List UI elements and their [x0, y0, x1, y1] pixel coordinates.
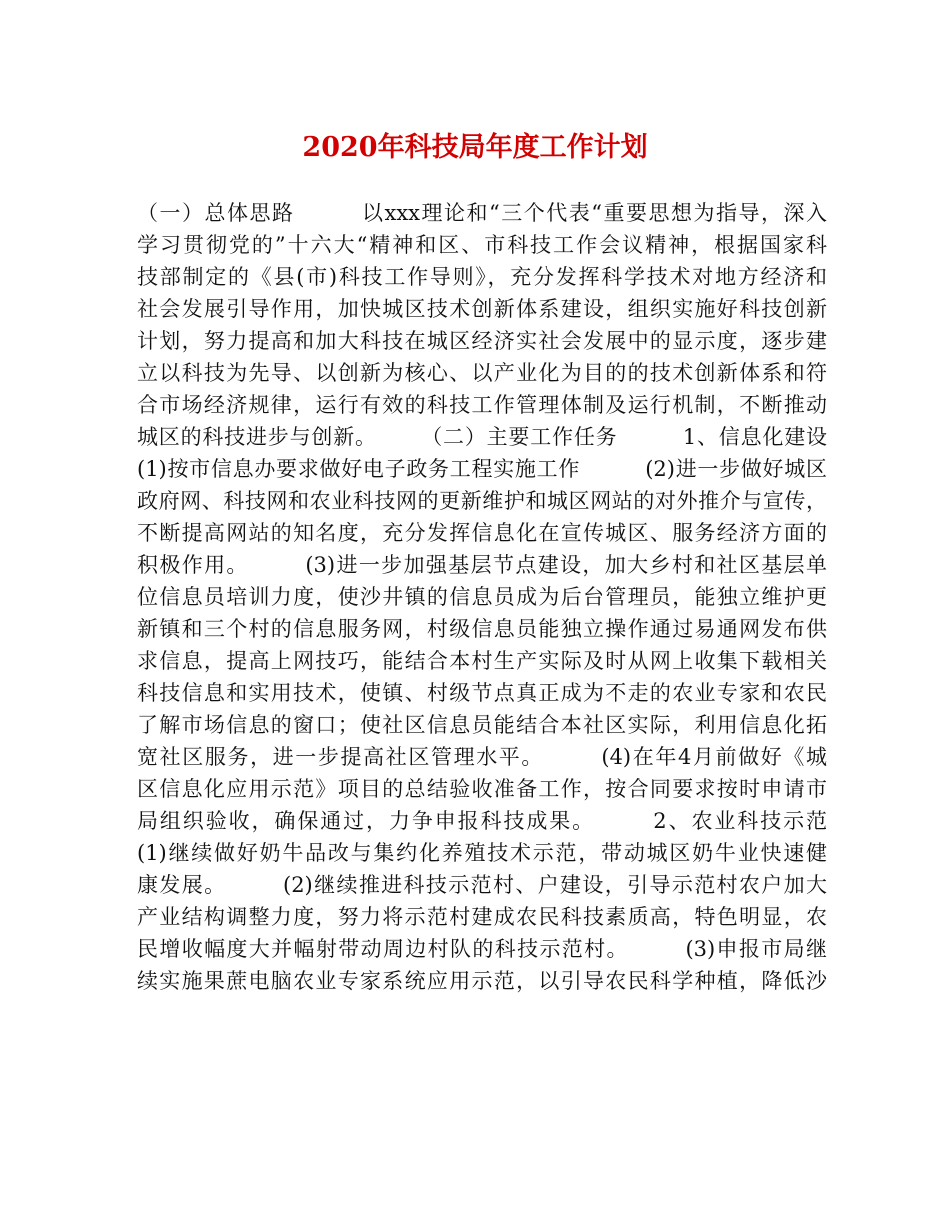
body-line: 城区的科技进步与创新。 （二）主要工作任务 1、信息化建设	[137, 425, 827, 449]
body-line: 位信息员培训力度，使沙井镇的信息员成为后台管理员，能独立维护更	[137, 585, 827, 609]
body-line: 学习贯彻党的”十六大“精神和区、市科技工作会议精神，根据国家科	[137, 233, 827, 257]
body-line: 续实施果蔗电脑农业专家系统应用示范，以引导农民科学种植，降低沙	[137, 969, 827, 993]
body-line: 局组织验收，确保通过，力争申报科技成果。 2、农业科技示范	[137, 809, 827, 833]
body-line: 区信息化应用示范》项目的总结验收准备工作，按合同要求按时申请市	[137, 777, 827, 801]
body-line: 新镇和三个村的信息服务网，村级信息员能独立操作通过易通网发布供	[137, 617, 827, 641]
body-line: 政府网、科技网和农业科技网的更新维护和城区网站的对外推介与宣传，	[137, 489, 827, 513]
body-line: 科技信息和实用技术，使镇、村级节点真正成为不走的农业专家和农民	[137, 681, 827, 705]
body-line: 积极作用。 (3)进一步加强基层节点建设，加大乡村和社区基层单	[137, 553, 827, 577]
body-line: 了解市场信息的窗口；使社区信息员能结合本社区实际，利用信息化拓	[137, 713, 827, 737]
body-line: 立以科技为先导、以创新为核心、以产业化为目的的技术创新体系和符	[137, 361, 827, 385]
body-line: (1)按市信息办要求做好电子政务工程实施工作 (2)进一步做好城区	[137, 457, 827, 481]
body-line: 社会发展引导作用，加快城区技术创新体系建设，组织实施好科技创新	[137, 297, 827, 321]
body-line: 产业结构调整力度，努力将示范村建成农民科技素质高，特色明显，农	[137, 905, 827, 929]
body-line: (1)继续做好奶牛品改与集约化养殖技术示范，带动城区奶牛业快速健	[137, 841, 827, 865]
body-line: 不断提高网站的知名度，充分发挥信息化在宣传城区、服务经济方面的	[137, 521, 827, 545]
body-line: 宽社区服务，进一步提高社区管理水平。 (4)在年4月前做好《城	[137, 745, 827, 769]
body-line: 求信息，提高上网技巧，能结合本村生产实际及时从网上收集下载相关	[137, 649, 827, 673]
body-line: （一）总体思路 以xxx理论和“三个代表“重要思想为指导，深入	[137, 201, 827, 225]
body-line: 康发展。 (2)继续推进科技示范村、户建设，引导示范村农户加大	[137, 873, 827, 897]
document-body	[137, 197, 827, 997]
body-line: 合市场经济规律，运行有效的科技工作管理体制及运行机制，不断推动	[137, 393, 827, 417]
document-title: 2020年科技局年度工作计划	[302, 132, 648, 163]
body-line: 计划，努力提高和加大科技在城区经济实社会发展中的显示度，逐步建	[137, 329, 827, 353]
body-line: 民增收幅度大并幅射带动周边村队的科技示范村。 (3)申报市局继	[137, 937, 827, 961]
body-line: 技部制定的《县(市)科技工作导则》，充分发挥科学技术对地方经济和	[137, 265, 827, 289]
